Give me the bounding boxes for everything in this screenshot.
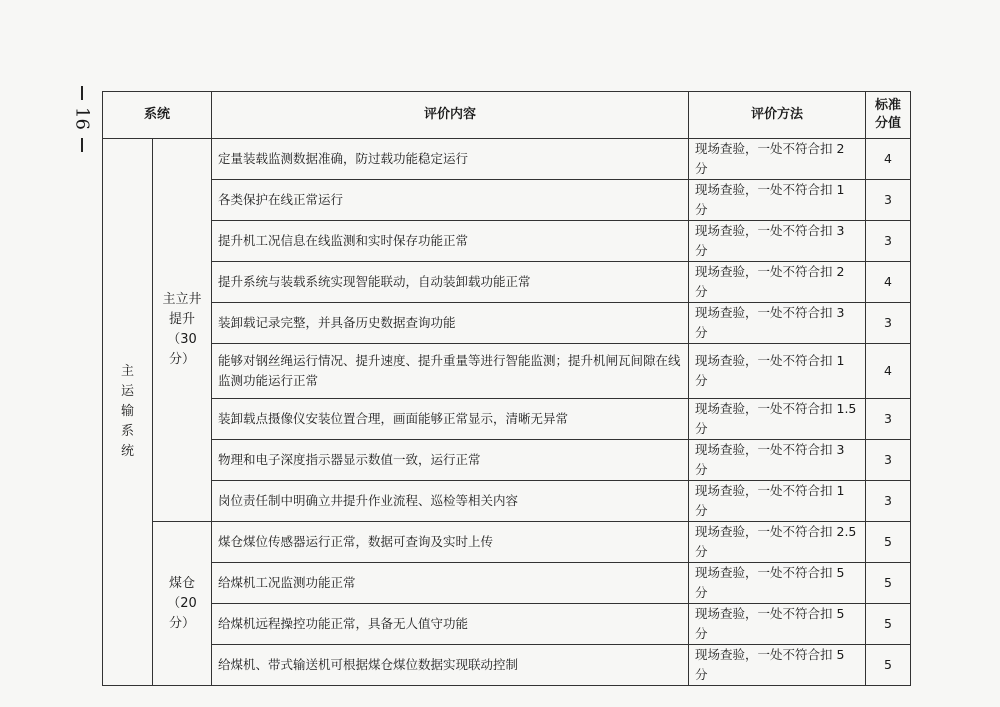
page-number-text: 16 (71, 107, 93, 130)
table-row (103, 563, 911, 604)
table-row (103, 604, 911, 645)
table-row (103, 303, 911, 344)
method-cell: 现场查验，一处不符合扣 1 分 (689, 180, 866, 221)
score-cell: 4 (866, 344, 911, 399)
subsystem-name-line1: 主立井 (162, 292, 202, 307)
table-row (103, 344, 911, 399)
method-cell: 现场查验，一处不符合扣 1.5 分 (689, 399, 866, 440)
score-cell: 3 (866, 221, 911, 262)
table-row (103, 399, 911, 440)
method-cell: 现场查验，一处不符合扣 3 分 (689, 221, 866, 262)
subsystem-name-line2: 提升 (169, 312, 196, 327)
content-cell: 岗位责任制中明确立井提升作业流程、巡检等相关内容 (212, 481, 689, 522)
table-row (103, 180, 911, 221)
subsystem-points: （30 分） (167, 332, 197, 367)
subsystem-name-line1: 煤仓 (169, 575, 196, 591)
content-cell: 提升系统与装载系统实现智能联动，自动装卸载功能正常 (212, 262, 689, 303)
score-cell: 5 (866, 604, 911, 645)
method-cell: 现场查验，一处不符合扣 2 分 (689, 262, 866, 303)
method-cell: 现场查验，一处不符合扣 1 分 (689, 344, 866, 399)
content-cell: 煤仓煤位传感器运行正常，数据可查询及实时上传 (212, 522, 689, 563)
content-cell: 各类保护在线正常运行 (212, 180, 689, 221)
score-cell: 4 (866, 262, 911, 303)
header-score-line1: 标准 (875, 98, 902, 113)
method-cell: 现场查验，一处不符合扣 5 分 (689, 604, 866, 645)
table-row (103, 522, 911, 563)
header-method: 评价方法 (689, 92, 866, 139)
content-cell: 给煤机远程操控功能正常，具备无人值守功能 (212, 604, 689, 645)
content-cell: 给煤机工况监测功能正常 (212, 563, 689, 604)
table-row (103, 481, 911, 522)
content-cell: 提升机工况信息在线监测和实时保存功能正常 (212, 221, 689, 262)
table-row (103, 139, 911, 180)
method-cell: 现场查验，一处不符合扣 2 分 (689, 139, 866, 180)
subsystem-points: （20 分） (167, 595, 197, 631)
score-cell: 5 (866, 522, 911, 563)
score-cell: 3 (866, 440, 911, 481)
score-cell: 3 (866, 399, 911, 440)
page-number-rule-top (81, 86, 83, 100)
header-score (866, 92, 911, 139)
content-cell: 装卸载点摄像仪安装位置合理，画面能够正常显示，清晰无异常 (212, 399, 689, 440)
method-cell: 现场查验，一处不符合扣 3 分 (689, 303, 866, 344)
system-char: 主 (120, 364, 134, 379)
system-char: 系 (120, 424, 134, 439)
table-row (103, 221, 911, 262)
content-cell: 装卸载记录完整，并具备历史数据查询功能 (212, 303, 689, 344)
table-row (103, 262, 911, 303)
score-cell: 5 (866, 563, 911, 604)
system-char: 运 (120, 384, 134, 399)
header-content: 评价内容 (212, 92, 689, 139)
table-header-row (103, 92, 911, 139)
system-char: 统 (120, 444, 134, 459)
score-cell: 5 (866, 645, 911, 686)
table-row (103, 440, 911, 481)
subsystem-cell-hoist (153, 139, 212, 522)
subsystem-cell-bunker (153, 522, 212, 686)
score-cell: 3 (866, 180, 911, 221)
method-cell: 现场查验，一处不符合扣 5 分 (689, 645, 866, 686)
method-cell: 现场查验，一处不符合扣 3 分 (689, 440, 866, 481)
score-cell: 4 (866, 139, 911, 180)
content-cell: 物理和电子深度指示器显示数值一致，运行正常 (212, 440, 689, 481)
method-cell: 现场查验，一处不符合扣 5 分 (689, 563, 866, 604)
content-cell: 给煤机、带式输送机可根据煤仓煤位数据实现联动控制 (212, 645, 689, 686)
system-char: 输 (120, 404, 134, 419)
header-score-line2: 分值 (875, 116, 902, 131)
page-number (64, 84, 104, 164)
score-cell: 3 (866, 303, 911, 344)
header-system: 系统 (103, 92, 212, 139)
method-cell: 现场查验，一处不符合扣 2.5 分 (689, 522, 866, 563)
score-cell: 3 (866, 481, 911, 522)
method-cell: 现场查验，一处不符合扣 1 分 (689, 481, 866, 522)
content-cell: 能够对钢丝绳运行情况、提升速度、提升重量等进行智能监测；提升机闸瓦间隙在线监测功能运行正常 (212, 344, 689, 399)
content-cell: 定量装载监测数据准确，防过载功能稳定运行 (212, 139, 689, 180)
page-number-rule-bottom (81, 138, 83, 152)
table-row (103, 645, 911, 686)
evaluation-table (102, 91, 911, 686)
system-cell (103, 139, 153, 686)
